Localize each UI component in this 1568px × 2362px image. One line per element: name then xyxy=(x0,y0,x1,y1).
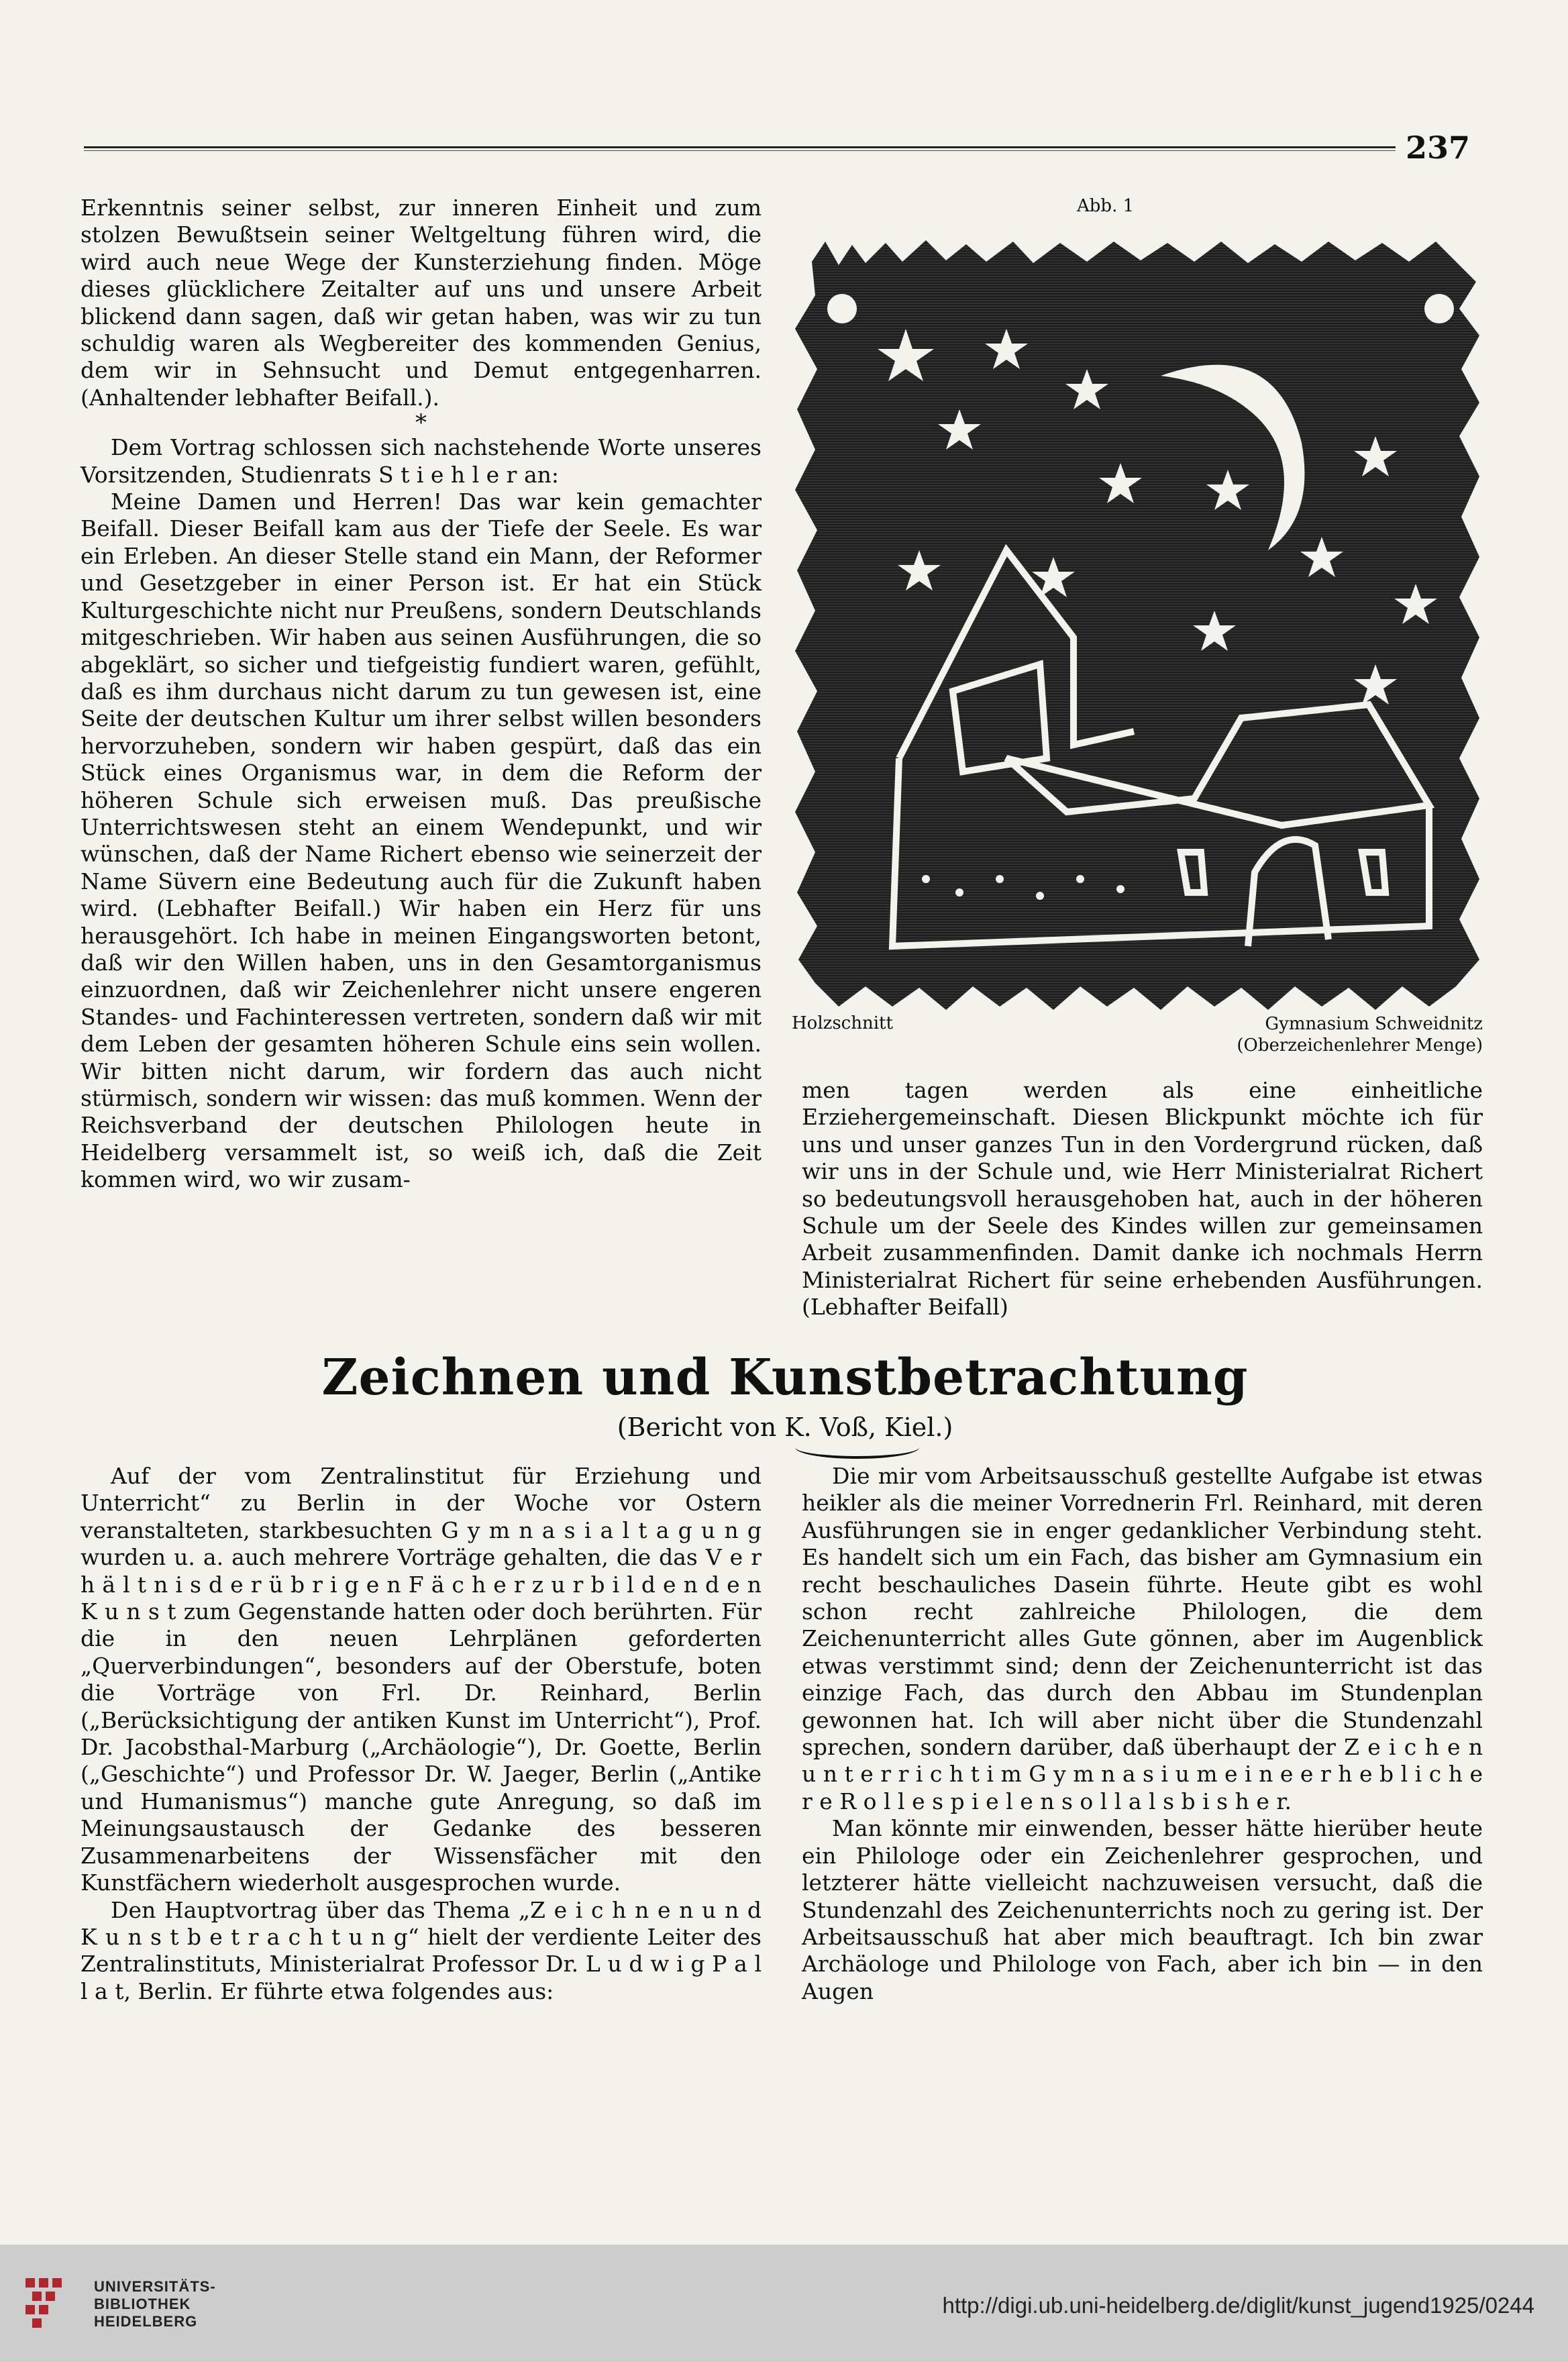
library-name-line: UNIVERSITÄTS- xyxy=(94,2278,216,2295)
paragraph: Man könnte mir einwenden, besser hätte hierüber heute ein Philologe oder ein Zeichenlehrer gesprochen, und letzterer hätte vielleicht nachzuweisen versucht, daß die Stundenzahl des Zeichenunterrichts noch zu gering ist. Der Arbeitsausschuß hat aber mich beauftragt. Ich bin zwar Archäologe und Philologe von Fach, aber ich bin — in den Augen xyxy=(802,1815,1483,2004)
caption-school: Gymnasium Schweidnitz xyxy=(1265,1014,1483,1034)
paragraph: Erkenntnis seiner selbst, zur inneren Einheit und zum stolzen Bewußtsein seiner Weltgeltung führen wird, die wird auch neue Wege der Kunsterziehung finden. Möge dieses glücklichere Zeitalter auf uns und unsere Arbeit blickend dann sagen, daß wir getan haben, was wir zu tun schuldig waren als Wegbereiter des kommenden Genius, dem wir in Sehnsucht und Demut entgegenharren. (Anhaltender lebhafter Beifall.). xyxy=(81,195,762,411)
woodcut-image xyxy=(785,235,1496,1017)
article-left-column xyxy=(81,1463,762,2005)
handwritten-underline xyxy=(795,1436,919,1459)
left-column xyxy=(81,195,762,1194)
header-rule-thin xyxy=(84,150,1396,151)
right-column-upper xyxy=(802,1077,1483,1321)
library-logo-icon xyxy=(19,2271,86,2339)
window-dot xyxy=(1116,885,1125,893)
library-name-line: HEIDELBERG xyxy=(94,2313,198,2330)
paragraph: Die mir vom Arbeitsausschuß gestellte Aufgabe ist etwas heikler als die meiner Vorrednerin Frl. Reinhard, mit deren Ausführungen sie in enger gedanklicher Verbindung steht. Es handelt sich um ein Fach, das bisher am Gymnasium ein recht beschauliches Dasein führte. Heute gibt es wohl schon recht zahlreiche Philologen, die dem Zeichenunterricht alles Gute gönnen, aber im Augenblick etwas verstimmt sind; denn der Zeichenunterricht ist das einzige Fach, das durch den Abbau im Stundenplan gewonnen hat. Ich will aber nicht über die Stundenzahl sprechen, sondern darüber, daß überhaupt der Z e i c h e n u n t e r r i c h t i m G y m n a s i u m e i n e e r h e b l i c h e r e R o l l e s p i e l e n s o l l a l s b i s h e r. xyxy=(802,1463,1483,1814)
article-right-column xyxy=(802,1463,1483,2005)
figure-caption-technique: Holzschnitt xyxy=(792,1013,893,1033)
window-dot xyxy=(922,875,930,883)
star xyxy=(1424,294,1454,323)
library-name-line: BIBLIOTHEK xyxy=(94,2296,191,2312)
header-rule xyxy=(84,146,1396,148)
paragraph: men tagen werden als eine einheitliche Erziehergemeinschaft. Diesen Blickpunkt möchte ich für uns und unser ganzes Tun in den Vordergrund rücken, daß wir uns in der Schule und, wie Herr Ministerialrat Richert so bedeutungsvoll herausgehoben hat, auch in der höheren Schule um der Seele des Kindes willen zur gemeinsamen Arbeit zusammenfinden. Damit danke ich nochmals Herrn Ministerialrat Richert für seine erhebenden Ausführungen. (Lebhafter Beifall) xyxy=(802,1077,1483,1321)
paragraph: Auf der vom Zentralinstitut für Erziehung und Unterricht“ zu Berlin in der Woche vor Ostern veranstalteten, starkbesuchten G y m n a s i a l t a g u n g wurden u. a. auch mehrere Vorträge gehalten, die das V e r h ä l t n i s d e r ü b r i g e n F ä c h e r z u r b i l d e n d e n K u n s t zum Gegenstande hatten oder doch berührten. Für die in den neuen Lehrplänen geforderten „Querverbindungen“, besonders auf der Oberstufe, boten die Vorträge von Frl. Dr. Reinhard, Berlin („Berücksichtigung der antiken Kunst im Unterricht“), Prof. Dr. Jacobsthal-Marburg („Archäologie“), Dr. Goette, Berlin („Geschichte“) und Professor Dr. W. Jaeger, Berlin („Antike und Humanismus“) manche gute Anregung, so daß im Meinungsaustausch der Gedanke des besseren Zusammenarbeitens der Wissensfächer mit den Kunstfächern wiederholt ausgesprochen wurde. xyxy=(81,1463,762,1896)
window-dot xyxy=(996,875,1004,883)
source-url-link[interactable]: http://digi.ub.uni-heidelberg.de/diglit/kunst_jugend1925/0244 xyxy=(942,2293,1534,2318)
library-name xyxy=(94,2278,216,2330)
paragraph: Dem Vortrag schlossen sich nachstehende Worte unseres Vorsitzenden, Studienrats S t i e h l e r an: xyxy=(81,434,762,488)
figure-label: Abb. 1 xyxy=(1077,196,1135,216)
page-number: 237 xyxy=(1406,130,1471,166)
window-dot xyxy=(955,888,963,896)
paragraph: Meine Damen und Herren! Das war kein gemachter Beifall. Dieser Beifall kam aus der Tiefe der Seele. Es war ein Erleben. An dieser Stelle stand ein Mann, der Reformer und Gesetzgeber in einer Person ist. Er hat ein Stück Kulturgeschichte nicht nur Preußens, sondern Deutschlands mitgeschrieben. Wir haben aus seinen Ausführungen, die so abgeklärt, so sicher und tiefgeistig fundiert waren, gefühlt, daß es ihm durchaus nicht darum zu tun gewesen ist, eine Seite der deutschen Kultur um ihrer selbst willen besonders hervorzuheben, sondern wir haben gespürt, daß das ein Stück eines Organismus war, in dem die Reform der höheren Schule sich erweisen muß. Das preußische Unterrichtswesen steht an einem Wendepunkt, und wir wünschen, daß der Name Richert ebenso wie seinerzeit der Name Süvern eine Bedeutung auch für die Zukunft haben wird. (Lebhafter Beifall.) Wir haben ein Herz für uns herausgehört. Ich habe in meinen Eingangsworten betont, daß wir den Willen haben, uns in den Gesamtorganismus einzuordnen, daß wir Zeichenlehrer nicht unsere engeren Standes- und Fachinteressen vertreten, sondern daß wir mit dem Leben der gesamten höheren Schule eins sein wollen. Wir bitten nicht darum, wir fordern das auch nicht stürmisch, sondern wir wissen: das muß kommen. Wenn der Reichsverband der deutschen Philologen heute in Heidelberg versammelt ist, so weiß ich, daß die Zeit kommen wird, wo wir zusam- xyxy=(81,489,762,1193)
window-dot xyxy=(1076,875,1084,883)
article-byline: (Bericht von K. Voß, Kiel.) xyxy=(617,1413,953,1442)
star xyxy=(827,294,857,323)
figure-caption-credit xyxy=(1087,1013,1483,1056)
footer-bar xyxy=(0,2245,1568,2362)
window-dot xyxy=(1036,892,1044,900)
paragraph: Den Hauptvortrag über das Thema „Z e i c h n e n u n d K u n s t b e t r a c h t u n g“ hielt der verdiente Leiter des Zentralinstituts, Ministerialrat Professor Dr. L u d w i g P a l l a t, Berlin. Er führte etwa folgendes aus: xyxy=(81,1896,762,2004)
section-separator: * xyxy=(415,409,427,437)
caption-artist: (Oberzeichenlehrer Menge) xyxy=(1237,1035,1483,1056)
article-title: Zeichnen und Kunstbetrachtung xyxy=(321,1349,1249,1406)
